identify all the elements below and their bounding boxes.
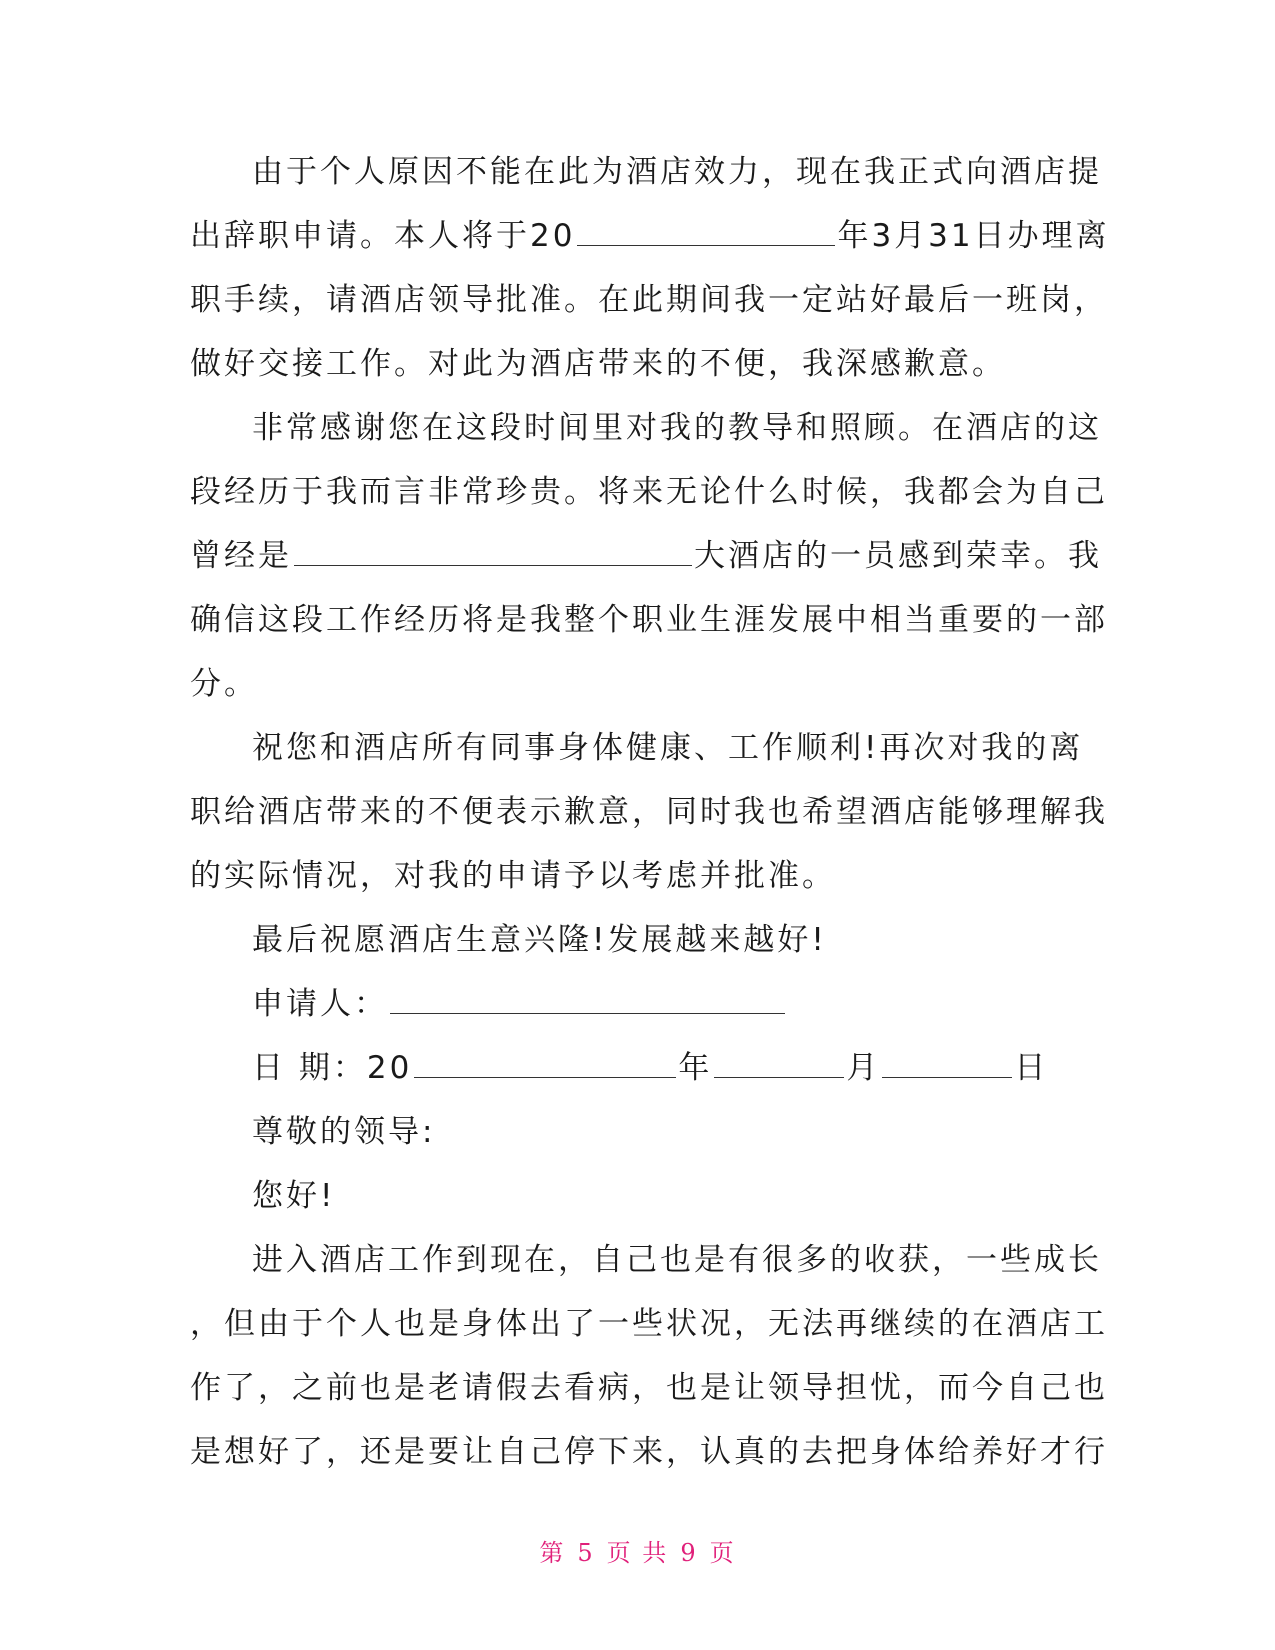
paragraph-2-line-5: 分。 [190,666,258,702]
date-line [190,1036,1090,1100]
paragraph-1-line-2-end: 年3月31日办理离 [837,218,1110,254]
applicant-line [190,972,1090,1036]
footer-page-number: 5 [577,1539,595,1567]
date-month-blank [714,1051,844,1078]
date-year-label: 年 [678,1050,713,1086]
paragraph-3-line-3: 的实际情况，对我的申请予以考虑并批准。 [190,858,836,894]
paragraph-4-line-2: ，但由于个人也是身体出了一些状况，无法再继续的在酒店工 [190,1306,1108,1342]
closing-wish: 最后祝愿酒店生意兴隆!发展越来越好! [252,922,827,958]
footer-total-pages: 9 [680,1539,698,1567]
date-month-label: 月 [846,1050,881,1086]
paragraph-4-line-1: 进入酒店工作到现在，自己也是有很多的收获，一些成长 [252,1242,1102,1278]
document-body [190,140,1110,1484]
date-day-label: 日 [1014,1050,1049,1086]
date-label: 日 期：20 [252,1050,413,1086]
paragraph-3-line-1: 祝您和酒店所有同事身体健康、工作顺利!再次对我的离 [252,730,1084,766]
date-year-blank [414,1051,676,1078]
paragraph-1-line-4: 做好交接工作。对此为酒店带来的不便，我深感歉意。 [190,346,1006,382]
paragraph-2-line-4: 确信这段工作经历将是我整个职业生涯发展中相当重要的一部 [190,602,1108,638]
paragraph-1-line-1: 由于个人原因不能在此为酒店效力，现在我正式向酒店提 [252,154,1102,190]
paragraph-3-line-2: 职给酒店带来的不便表示歉意，同时我也希望酒店能够理解我 [190,794,1108,830]
salutation: 尊敬的领导: [252,1114,436,1150]
page-footer [0,1533,1275,1568]
hotel-name-blank [294,539,692,566]
greeting: 您好! [252,1178,336,1214]
paragraph-1-line-2-start: 出辞职申请。本人将于20 [190,218,576,254]
paragraph-2-line-3-end: 大酒店的一员感到荣幸。我 [694,538,1102,574]
paragraph-2-line-2: 段经历于我而言非常珍贵。将来无论什么时候，我都会为自己 [190,474,1108,510]
paragraph-1-line-3: 职手续，请酒店领导批准。在此期间我一定站好最后一班岗， [190,282,1108,318]
footer-suffix: 页 [709,1539,736,1567]
footer-mid: 页 共 [606,1539,669,1567]
paragraph-4-line-3: 作了，之前也是老请假去看病，也是让领导担忧，而今自己也 [190,1370,1108,1406]
paragraph-2-line-1: 非常感谢您在这段时间里对我的教导和照顾。在酒店的这 [252,410,1102,446]
applicant-blank [390,987,785,1014]
year-blank [577,219,835,246]
applicant-label: 申请人： [252,986,388,1022]
paragraph-2-line-3 [190,524,1102,588]
paragraph-4-line-4: 是想好了，还是要让自己停下来，认真的去把身体给养好才行 [190,1434,1108,1470]
footer-prefix: 第 [539,1539,566,1567]
paragraph-1-line-2 [190,204,1110,268]
date-day-blank [882,1051,1012,1078]
paragraph-2-line-3-start: 曾经是 [190,538,292,574]
